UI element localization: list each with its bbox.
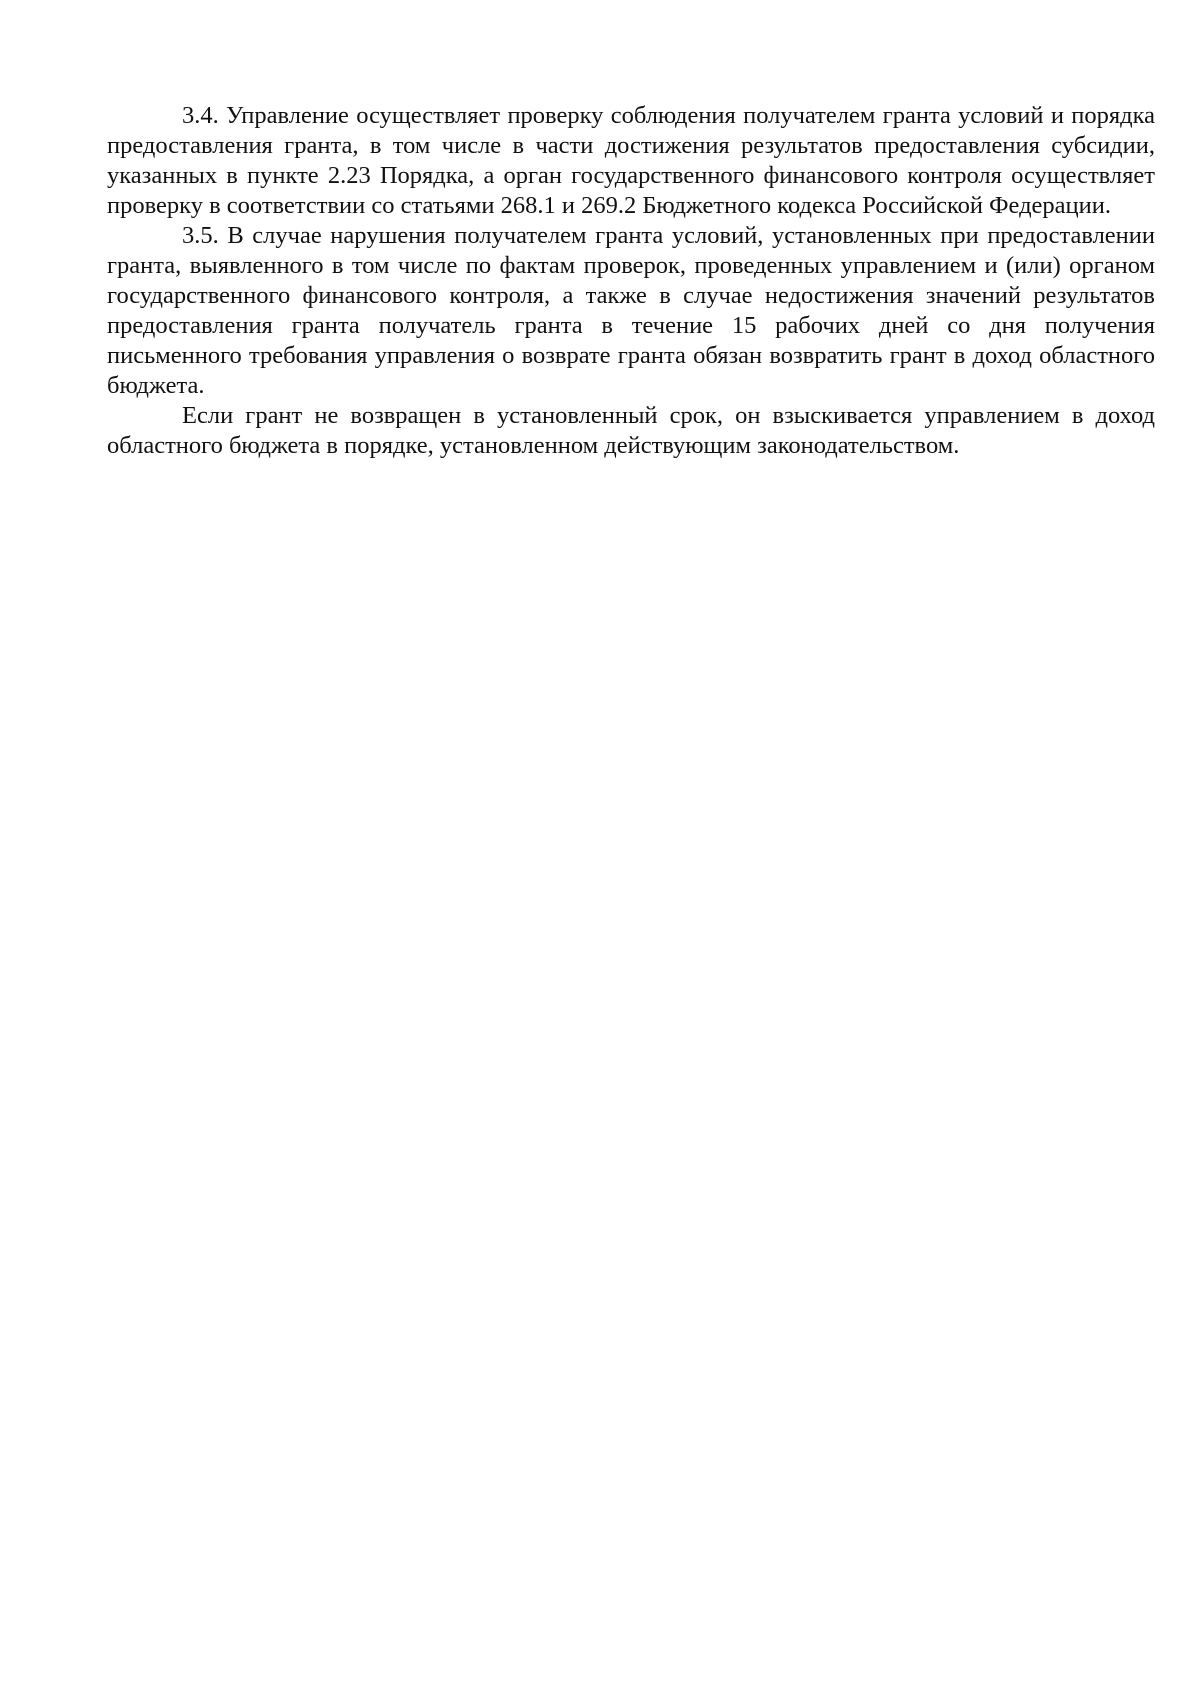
paragraph-3-5: 3.5. В случае нарушения получателем гранта условий, установленных при предоставлении гранта, выявленного в том числе по фактам проверок, проведенных управлением и (или) органом государственного финансового контроля, а также в случае недостижения значений результатов предоставления гранта получатель гранта в течение 15 рабочих дней со дня получения письменного требования управления о возврате гранта обязан возвратить грант в доход областного бюджета. (107, 222, 1155, 399)
paragraph-grant-recovery: Если грант не возвращен в установленный срок, он взыскивается управлением в доход областного бюджета в порядке, установленном действующим законодательством. (107, 402, 1155, 459)
paragraph-3-4: 3.4. Управление осуществляет проверку соблюдения получателем гранта условий и порядка предоставления гранта, в том числе в части достижения результатов предоставления субсидии, указанных в пункте 2.23 Порядка, а орган государственного финансового контроля осуществляет проверку в соответствии со статьями 268.1 и 269.2 Бюджетного кодекса Российской Федерации. (107, 102, 1155, 219)
document-body (107, 101, 1155, 461)
